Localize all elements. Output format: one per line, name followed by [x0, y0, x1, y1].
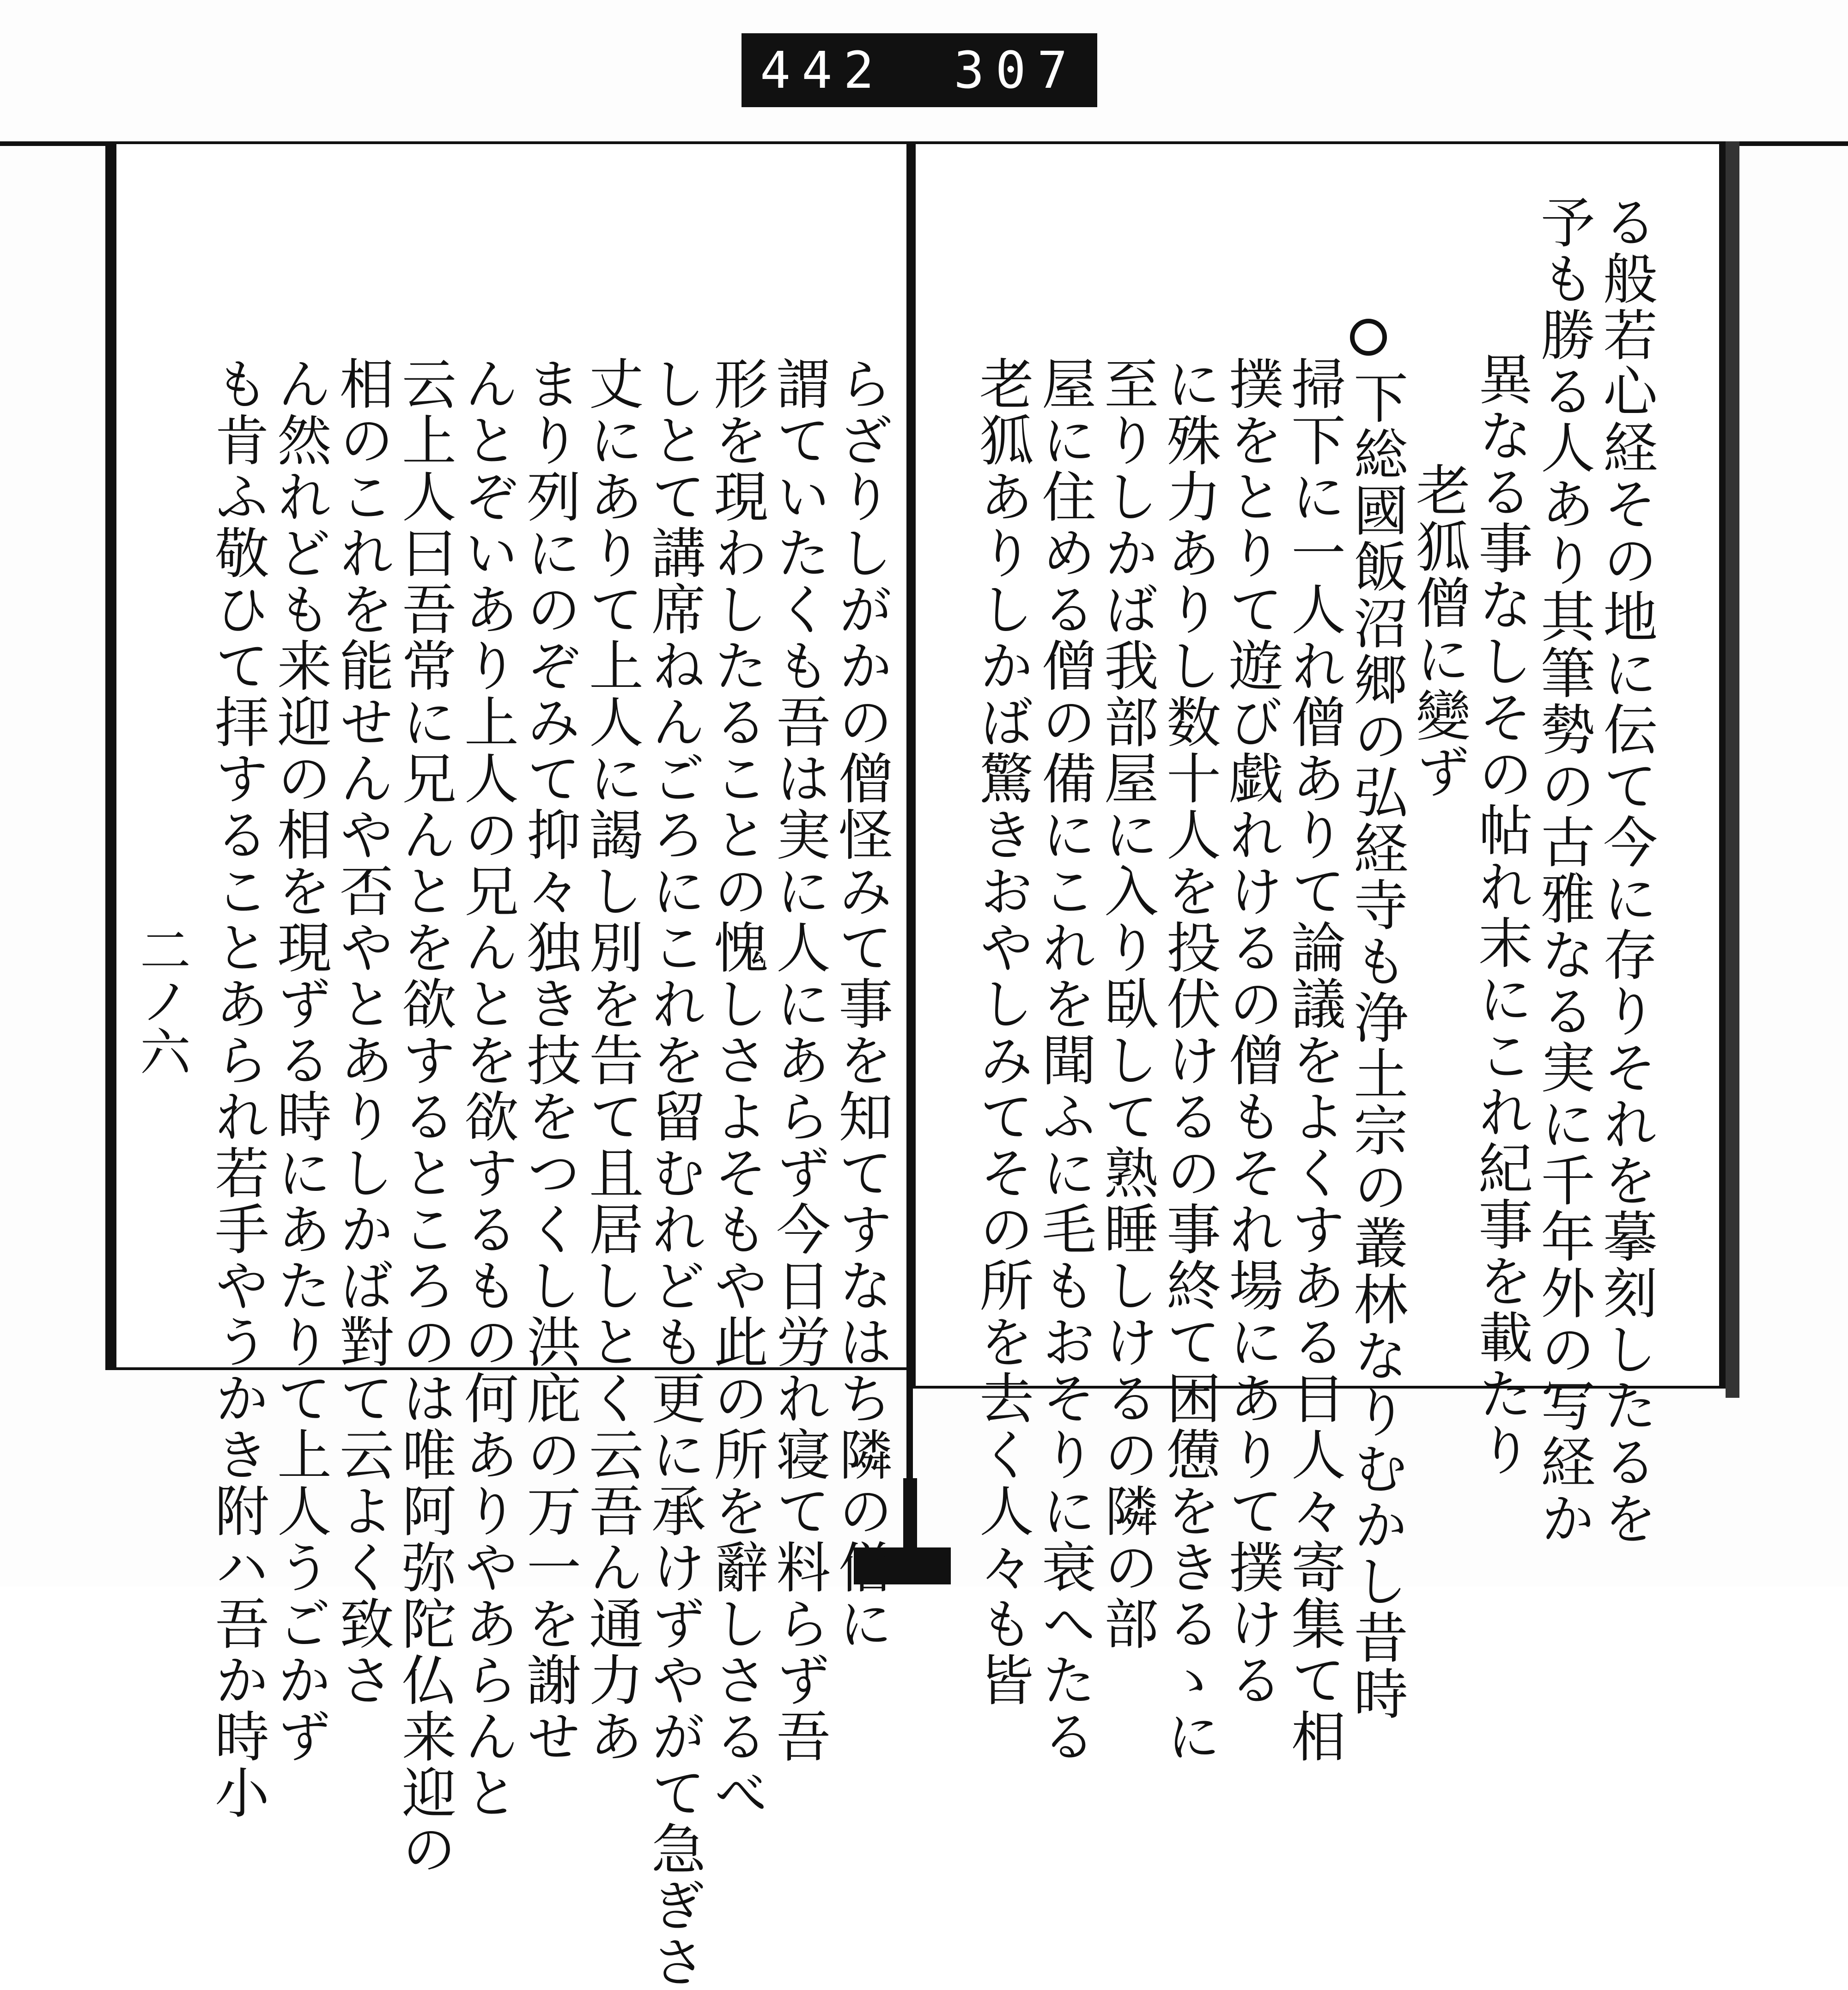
text-column: 云上人曰吾常に兄んとを欲するところのは唯阿弥陀仏来迎の	[393, 356, 456, 1877]
text-column: 屋に住める僧の備にこれを聞ふに毛もおそりに衰へたる	[1033, 356, 1096, 1765]
archive-label	[742, 33, 1097, 107]
book-gutter	[906, 141, 913, 1481]
page-edge	[1726, 141, 1739, 1398]
text-column: ん然れども来迎の相を現ずる時にあたりて上人うごかず	[268, 356, 332, 1765]
text-column: 老狐ありしかば驚きおやしみてその所を去く人々も皆	[970, 356, 1034, 1708]
text-column: 謂ていたくも吾は実に人にあらず今日労れ寝て料らず吾	[767, 356, 831, 1765]
text-column: 異なる事なしその帖れ末にこれ紀事を載たり	[1469, 351, 1533, 1478]
text-column: 掃下に一人れ僧ありて論議をよくすある日人々寄集て相	[1282, 356, 1346, 1765]
text-column: に殊力ありし数十人を投伏けるの事終て困憊をきるゝに	[1157, 356, 1221, 1765]
label-number-right: 307	[954, 41, 1079, 100]
section-marker-circle	[1350, 319, 1387, 356]
text-column: 至りしかば我部屋に入り臥して熟睡しけるの隣の部	[1095, 356, 1159, 1652]
text-column: んとぞいあり上人の兄んとを欲するもの何ありやあらんと	[455, 356, 519, 1821]
text-column: 丈にありて上人に謁し別を告て且居しとく云吾ん通力あ	[580, 356, 644, 1765]
page-number: 二ノ六	[132, 924, 191, 1076]
binding-clip-stem	[903, 1478, 917, 1547]
text-column: 下総國飯沼郷の弘経寺も浄土宗の叢林なりむかし昔時	[1344, 370, 1408, 1722]
text-column: 形を現わしたることの愧しさよそもや此の所を辭しさるべ	[705, 356, 768, 1821]
text-column: 撲をとりて遊び戯れけるの僧もそれ場にありて撲ける	[1220, 356, 1283, 1708]
text-column: 相のこれを能せんや否やとありしかば對て云よく致さ	[330, 356, 394, 1708]
text-column: しとて講席ねんごろにこれを留むれども更に承けずやがて急ぎさ	[642, 356, 706, 1990]
text-column: 予も勝る人あり其筆勢の古雅なる実に千年外の写経か	[1532, 194, 1595, 1547]
text-column: まり列にのぞみて抑々独き技をつくし洪庇の万一を謝せ	[517, 356, 581, 1765]
section-heading: 老狐僧に變ず	[1407, 462, 1471, 800]
text-column: も肯ふ敬ひて拝することあられ若手やうかき附ハ吾か時小	[206, 356, 269, 1821]
text-column: らざりしがかの僧怪みて事を知てすなはち隣の僧に	[829, 356, 893, 1652]
text-column: る般若心経その地に伝て今に存りそれを摹刻したるを	[1594, 194, 1658, 1547]
label-number-left: 442	[760, 41, 885, 100]
